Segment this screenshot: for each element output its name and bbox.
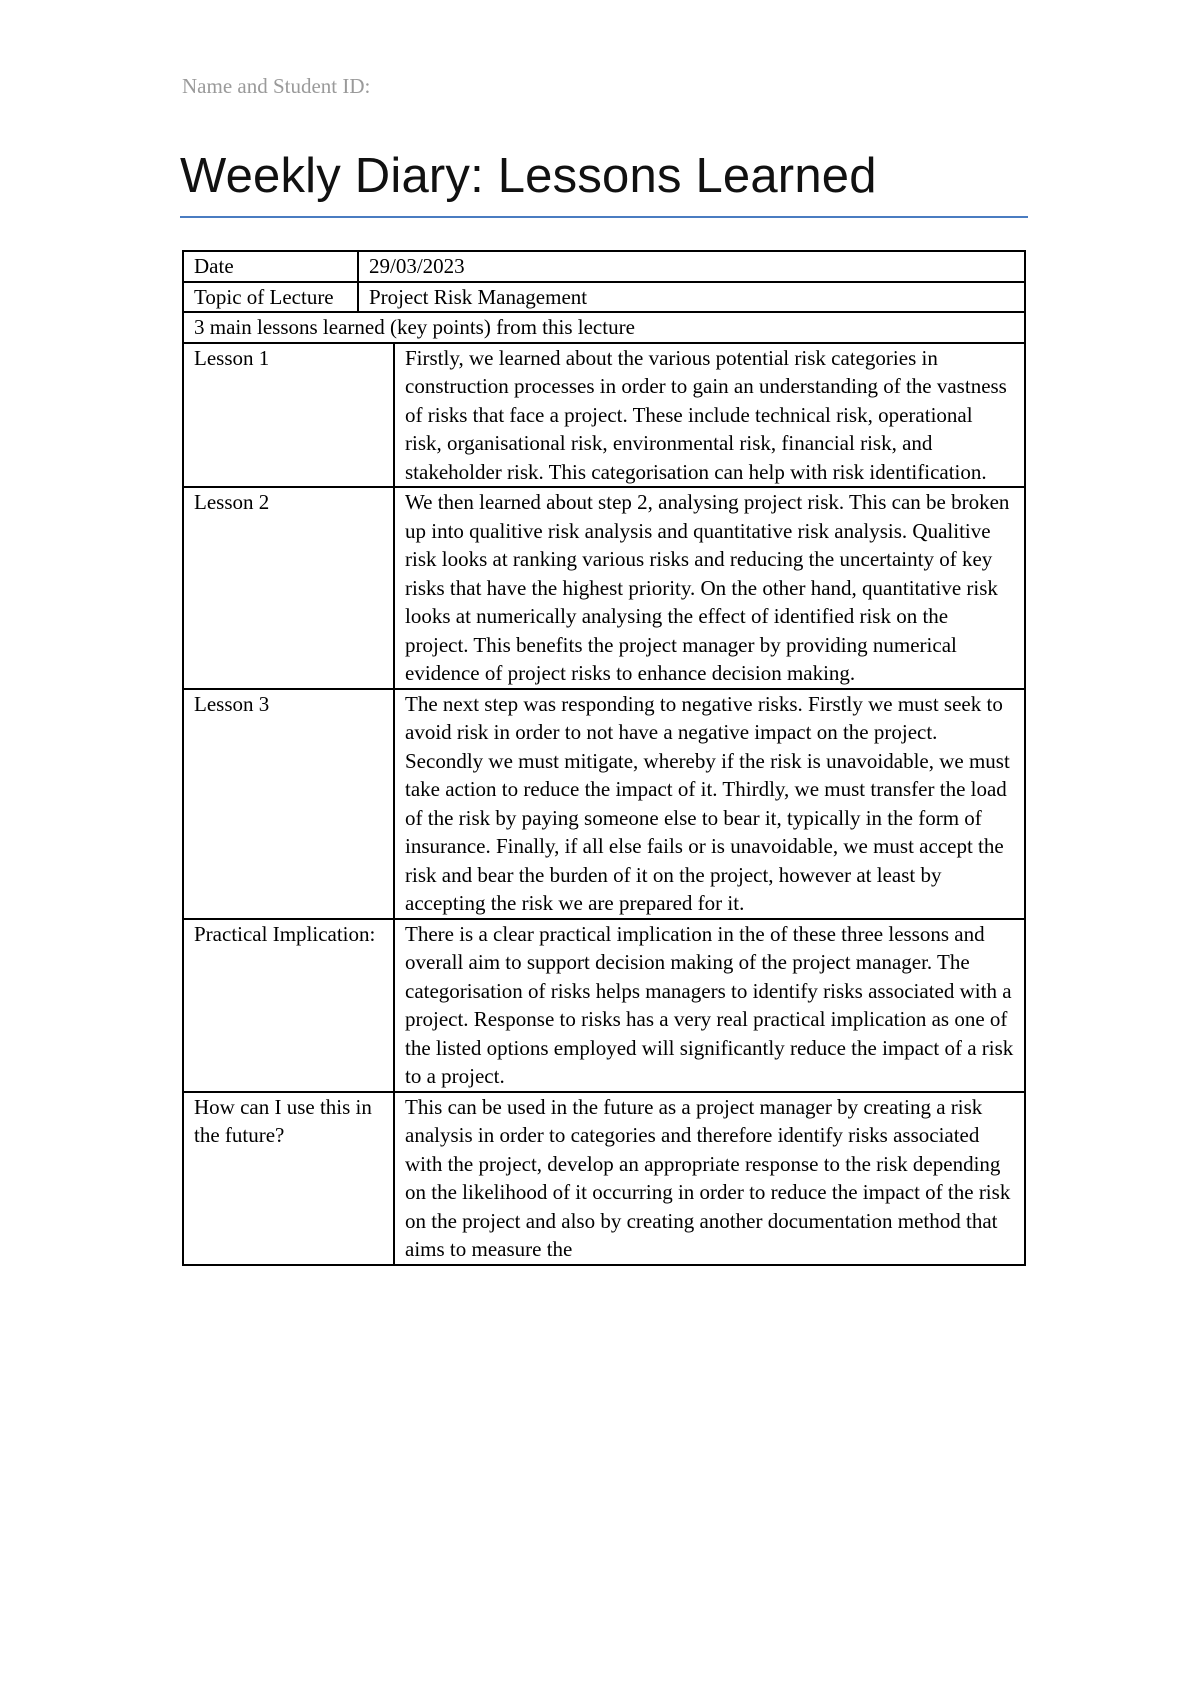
row-label: Practical Implication: [183, 919, 394, 1092]
row-label: Lesson 3 [183, 689, 394, 919]
section-heading-row [183, 312, 1025, 343]
row-text: Firstly, we learned about the various potential risk categories in construction processes in order to gain an understanding of the vastness of risks that face a project. These include technical risk, operational risk, organisational risk, environmental risk, financial risk, and stakeholder risk. This categorisation can help with risk identification. [394, 343, 1025, 488]
row-text: The next step was responding to negative risks. Firstly we must seek to avoid risk in order to not have a negative impact on the project. Secondly we must mitigate, whereby if the risk is unavoidable, we must take action to reduce the impact of it. Thirdly, we must transfer the load of the risk by paying someone else to bear it, typically in the form of insurance. Finally, if all else fails or is unavoidable, we must accept the risk and bear the burden of it on the project, however at least by accepting the risk we are prepared for it. [394, 689, 1025, 919]
name-student-id-header: Name and Student ID: [182, 74, 371, 98]
topic-label: Topic of Lecture [183, 282, 358, 313]
table-row [183, 1092, 1025, 1265]
row-label: Lesson 1 [183, 343, 394, 488]
page-title: Weekly Diary: Lessons Learned [180, 149, 877, 203]
date-row [183, 251, 1025, 282]
date-value: 29/03/2023 [358, 251, 1025, 282]
row-text: There is a clear practical implication in the of these three lessons and overall aim to support decision making of the project manager. The categorisation of risks helps managers to identify risks associated with a project. Response to risks has a very real practical implication as one of the listed options employed will significantly reduce the impact of a risk to a project. [394, 919, 1025, 1092]
diary-table [182, 250, 1026, 1266]
topic-value: Project Risk Management [358, 282, 1025, 313]
row-label: How can I use this in the future? [183, 1092, 394, 1265]
topic-row [183, 282, 1025, 313]
row-label: Lesson 2 [183, 487, 394, 689]
table-row [183, 487, 1025, 689]
table-row [183, 343, 1025, 488]
row-text: This can be used in the future as a project manager by creating a risk analysis in order to categories and therefore identify risks associated with the project, develop an appropriate response to the risk depending on the likelihood of it occurring in order to reduce the impact of the risk on the project and also by creating another documentation method that aims to measure the [394, 1092, 1025, 1265]
table-row [183, 919, 1025, 1092]
lessons-section-heading: 3 main lessons learned (key points) from this lecture [183, 312, 1025, 343]
date-label: Date [183, 251, 358, 282]
title-underline-divider [180, 216, 1028, 218]
row-text: We then learned about step 2, analysing project risk. This can be broken up into qualitive risk analysis and quantitative risk analysis. Qualitive risk looks at ranking various risks and reducing the uncertainty of key risks that have the highest priority. On the other hand, quantitative risk looks at numerically analysing the effect of identified risk on the project. This benefits the project manager by providing numerical evidence of project risks to enhance decision making. [394, 487, 1025, 689]
table-row [183, 689, 1025, 919]
